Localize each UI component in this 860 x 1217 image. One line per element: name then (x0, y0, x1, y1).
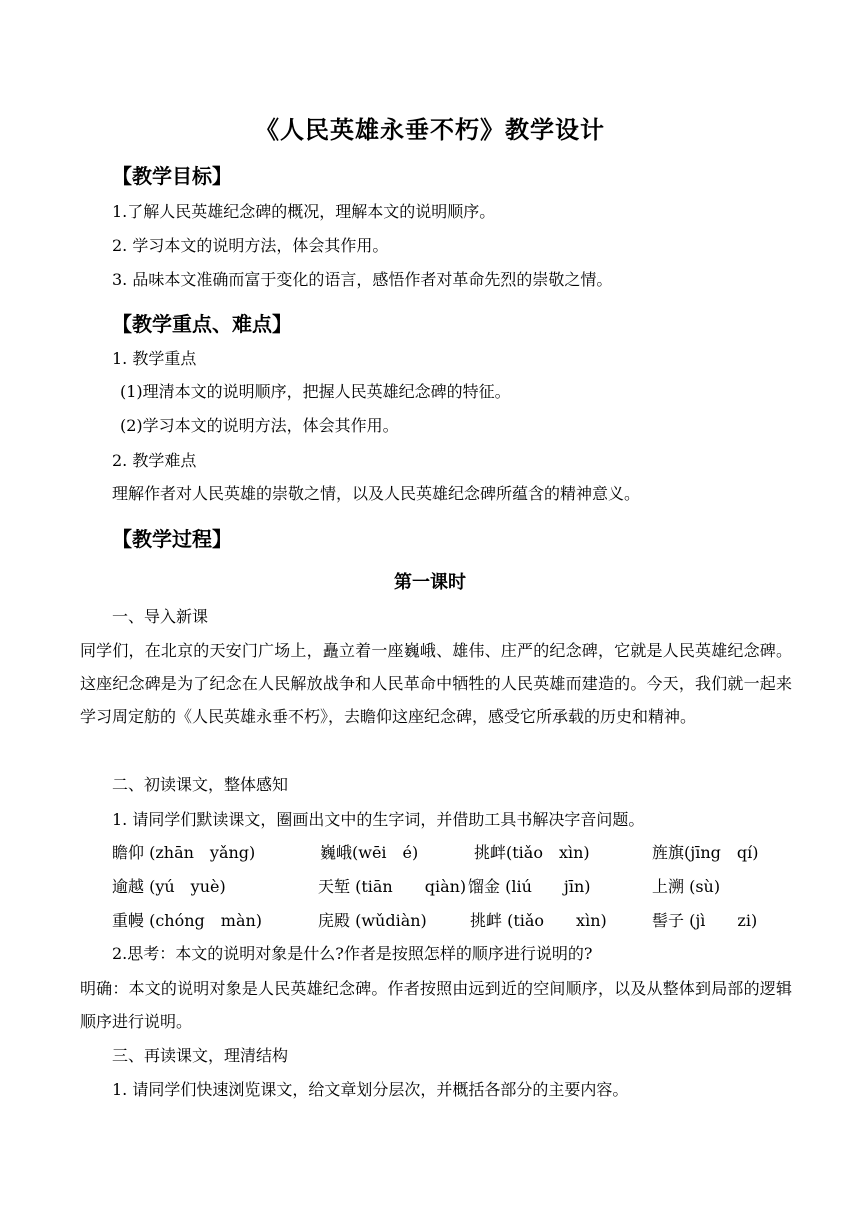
objective-1: 1.了解人民英雄纪念碑的概况，理解本文的说明顺序。 (112, 202, 496, 221)
section-2-question-1: 1. 请同学们默读课文，圈画出文中的生字词，并借助工具书解决字音问题。 (112, 810, 645, 829)
keypoint-1b: (2)学习本文的说明方法，体会其作用。 (120, 416, 399, 435)
vocab-item: 逾越 (yú yuè) (112, 877, 226, 896)
vocab-item: 天堑 (tiān qiàn) (318, 877, 467, 896)
heading-objectives: 【教学目标】 (112, 164, 232, 188)
vocab-item: 重幔 (chóng màn) (112, 911, 263, 930)
vocab-item: 馏金 (liú jīn) (468, 877, 591, 896)
section-3-heading: 三、再读课文，理清结构 (112, 1046, 289, 1065)
keypoint-1: 1. 教学重点 (112, 349, 197, 368)
vocab-item: 庑殿 (wǔdiàn) (318, 911, 427, 930)
lesson-title: 第一课时 (394, 572, 466, 593)
keypoint-1a: (1)理清本文的说明顺序，把握人民英雄纪念碑的特征。 (120, 382, 511, 401)
vocab-item: 上溯 (sù) (652, 877, 721, 896)
vocab-item: 挑衅 (tiǎo xìn) (470, 911, 607, 930)
keypoint-2: 2. 教学难点 (112, 451, 197, 470)
vocab-item: 挑衅(tiǎo xìn) (474, 843, 590, 862)
page-title: 《人民英雄永垂不朽》教学设计 (255, 115, 605, 144)
objective-2: 2. 学习本文的说明方法，体会其作用。 (112, 236, 389, 255)
section-2-answer: 明确：本文的说明对象是人民英雄纪念碑。作者按照由远到近的空间顺序，以及从整体到局部的逻辑顺序进行说明。 (80, 979, 792, 1031)
section-3-question-1: 1. 请同学们快速浏览课文，给文章划分层次，并概括各部分的主要内容。 (112, 1080, 629, 1099)
vocab-item: 瞻仰 (zhān yǎng) (112, 843, 256, 862)
vocab-item: 巍峨(wēi é) (320, 843, 419, 862)
vocab-item: 旌旗(jīng qí) (652, 843, 759, 862)
section-2-question-2: 2.思考：本文的说明对象是什么?作者是按照怎样的顺序进行说明的? (112, 944, 593, 963)
objective-3: 3. 品味本文准确而富于变化的语言，感悟作者对革命先烈的崇敬之情。 (112, 270, 613, 289)
keypoint-2a: 理解作者对人民英雄的崇敬之情，以及人民英雄纪念碑所蕴含的精神意义。 (112, 484, 641, 503)
section-1-heading: 一、导入新课 (112, 607, 209, 626)
heading-keypoints: 【教学重点、难点】 (112, 312, 292, 336)
vocab-item: 髻子 (jì zi) (652, 911, 758, 930)
section-2-heading: 二、初读课文，整体感知 (112, 775, 289, 794)
heading-process: 【教学过程】 (112, 527, 232, 551)
section-1-paragraph: 同学们，在北京的天安门广场上，矗立着一座巍峨、雄伟、庄严的纪念碑，它就是人民英雄纪念碑。这座纪念碑是为了纪念在人民解放战争和人民革命中牺牲的人民英雄而建造的。今天，我们就一起来学习周定舫的《人民英雄永垂不朽》，去瞻仰这座纪念碑，感受它所承载的历史和精神。 (80, 641, 792, 726)
